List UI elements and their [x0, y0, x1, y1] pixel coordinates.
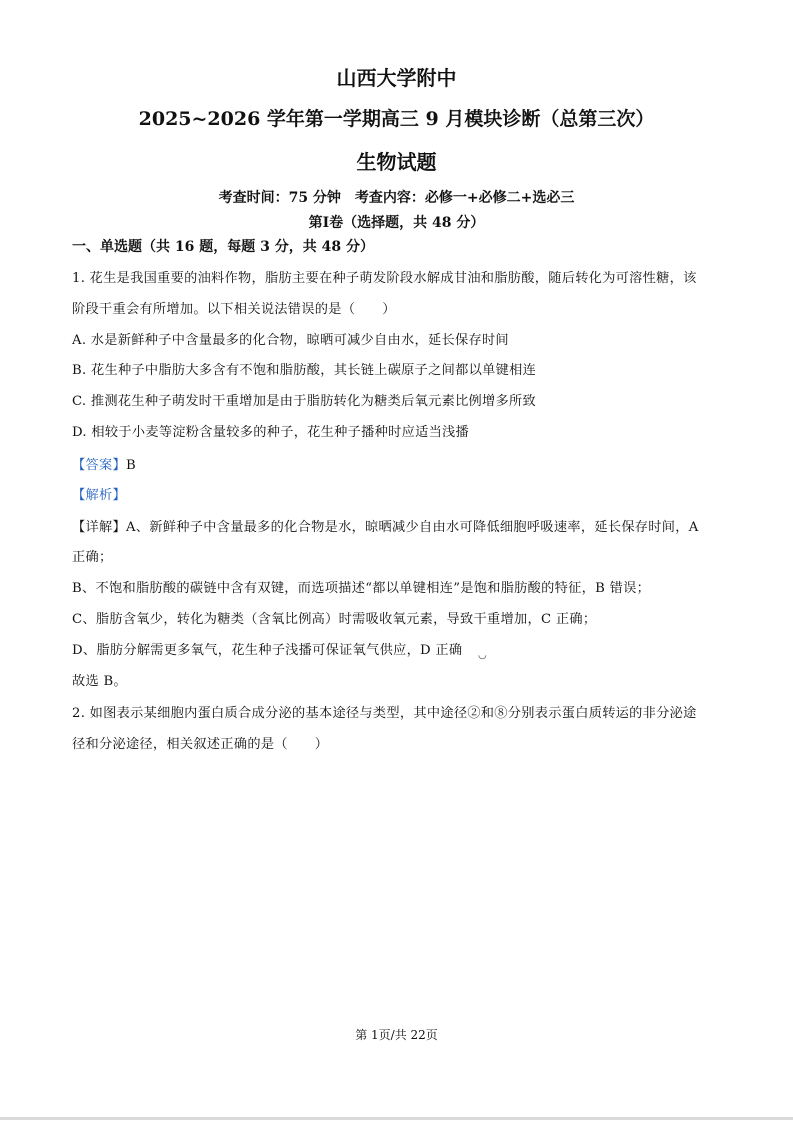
- subject-title: 生物试题: [356, 150, 437, 174]
- answer-value: B: [125, 458, 136, 473]
- q1-option-b: B. 花生种子中脂肪大多含有不饱和脂肪酸，其长链上碳原子之间都以单键相连: [72, 363, 537, 378]
- bottom-divider: [0, 1117, 793, 1120]
- q1-detail-line3: B、不饱和脂肪酸的碳链中含有双键，而选项描述“都以单键相连”是饱和脂肪酸的特征，B 错误；: [72, 581, 651, 596]
- emphasis-dot-icon: ◡: [478, 650, 487, 661]
- q1-analysis: [72, 484, 126, 503]
- q1-stem-line2: 阶段干重会有所增加。以下相关说法错误的是（ ）: [72, 302, 396, 317]
- q1-detail-line4: C、脂肪含氧少，转化为糖类（含氧比例高）时需吸收氧元素，导致干重增加，C 正确；: [72, 612, 597, 627]
- q1-option-a: A. 水是新鲜种子中含量最多的化合物，晾晒可减少自由水，延长保存时间: [72, 333, 509, 348]
- detail-tag: 【详解】: [72, 520, 126, 535]
- q1-detail-line1: [72, 516, 699, 535]
- exam-meta: 考查时间：75 分钟 考查内容：必修一+必修二+选必三: [218, 190, 575, 206]
- q1-conclusion: 故选 B。: [72, 674, 127, 689]
- detail-text: A、新鲜种子中含量最多的化合物是水，晾晒减少自由水可降低细胞呼吸速率，延长保存时间，A: [125, 520, 699, 535]
- analysis-tag: 【解析】: [72, 488, 126, 503]
- q1-detail-line5: D、脂肪分解需更多氧气，花生种子浅播可保证氧气供应，D 正确: [72, 643, 463, 658]
- school-title: 山西大学附中: [336, 66, 457, 90]
- answer-tag: 【答案】: [72, 458, 126, 473]
- q2-stem-line1: 2. 如图表示某细胞内蛋白质合成分泌的基本途径与类型，其中途径②和⑧分别表示蛋白质转运的非分泌途: [72, 706, 697, 721]
- page-footer: 第 1页/共 22页: [355, 1028, 438, 1042]
- part-title: 第Ⅰ卷（选择题，共 48 分）: [308, 215, 485, 231]
- exam-title: 2025~2026 学年第一学期高三 9 月模块诊断（总第三次）: [138, 108, 655, 130]
- q1-detail-line2: 正确；: [72, 550, 113, 565]
- q1-stem-line1: 1. 花生是我国重要的油料作物，脂肪主要在种子萌发阶段水解成甘油和脂肪酸，随后转化为可溶性糖，该: [72, 271, 697, 286]
- q1-option-c: C. 推测花生种子萌发时干重增加是由于脂肪转化为糖类后氧元素比例增多所致: [72, 394, 536, 409]
- section-heading: 一、单选题（共 16 题，每题 3 分，共 48 分）: [72, 239, 374, 255]
- q2-stem-line2: 径和分泌途径，相关叙述正确的是（ ）: [72, 737, 329, 752]
- q1-answer: [72, 454, 136, 473]
- q1-option-d: D. 相较于小麦等淀粉含量较多的种子，花生种子播种时应适当浅播: [72, 425, 470, 440]
